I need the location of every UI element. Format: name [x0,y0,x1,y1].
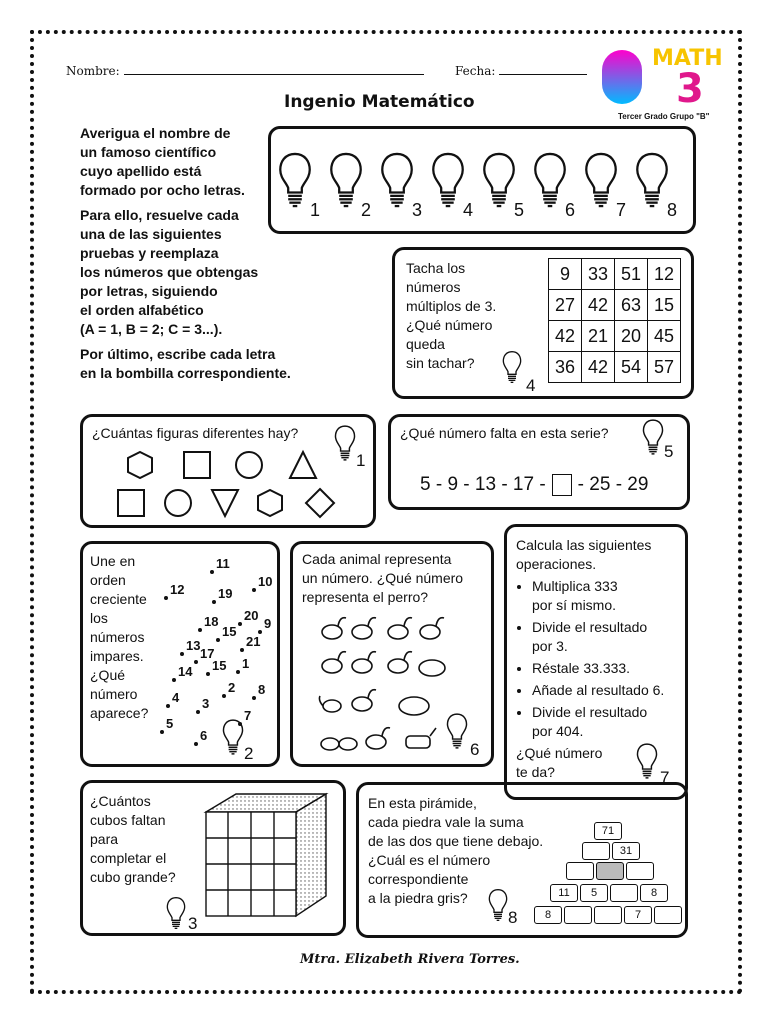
dot[interactable] [164,596,168,600]
goose-icon [322,618,346,639]
grid-cell[interactable]: 27 [549,290,582,321]
number-series: 5 - 9 - 13 - 17 - - 25 - 29 [420,474,649,495]
circle-shape [165,490,191,516]
dot-number[interactable]: 21 [246,634,261,649]
stone[interactable]: 8 [640,884,668,902]
square-shape [118,490,144,516]
astronaut-icon [602,50,642,104]
bulb-icon[interactable] [380,138,414,222]
operation-item: • Añade al resultado 6. [532,681,686,700]
bulb-number: 6 [565,200,576,220]
square-shape [184,452,210,478]
grid-cell[interactable]: 42 [582,352,615,383]
operation-item: • Réstale 33.333. [532,659,686,678]
dot-number[interactable]: 11 [216,556,230,571]
dot-number[interactable]: 3 [202,696,210,711]
dot-number[interactable]: 12 [170,582,185,597]
bulb-icon[interactable] [533,138,567,222]
dot[interactable] [194,742,198,746]
hexagon-shape [128,452,152,478]
dot[interactable] [206,672,210,676]
dot-number[interactable]: 10 [258,574,273,589]
goose-icon [352,652,376,673]
date-field[interactable]: Fecha: [455,64,587,78]
goose-icon [352,690,376,711]
operation-item: • Divide el resultado por 404. [532,703,686,741]
dot[interactable] [210,570,214,574]
stone[interactable] [566,862,594,880]
dot-number[interactable]: 14 [178,664,193,679]
grid-cell[interactable]: 51 [615,259,648,290]
stone[interactable] [594,906,622,924]
dot[interactable] [196,710,200,714]
name-field[interactable]: Nombre: [66,64,424,78]
grid-cell[interactable]: 36 [549,352,582,383]
bulb-icon [222,718,244,756]
intro-p3: Por último, escribe cada letra en la bombilla correspondiente. [80,346,291,381]
pig-icon [419,660,445,676]
operation-item: • Divide el resultado por 3. [532,618,686,656]
dot-number[interactable]: 15 [212,658,227,673]
stone[interactable] [654,906,682,924]
dot-number[interactable]: 6 [200,728,208,743]
dot[interactable] [212,600,216,604]
operation-item: • Multiplica 333 por sí mismo. [532,577,686,615]
question-1-text: ¿Cuántas figuras diferentes hay? [92,425,299,441]
bulb-number: 7 [616,200,627,220]
bulb-icon[interactable] [329,138,363,222]
operations-list [516,577,686,741]
bulb-number: 2 [361,200,372,220]
mouse-icon [319,696,341,712]
question-6-text: Cada animal representa un número. ¿Qué número representa el perro? [302,551,464,605]
bulb-number: 3 [188,914,198,933]
mouse-icon [339,738,357,750]
hexagon-shape [258,490,282,516]
grey-stone[interactable] [596,862,624,880]
dot[interactable] [166,704,170,708]
bulb-icon [636,742,658,780]
dot[interactable] [172,678,176,682]
grid-cell[interactable]: 12 [648,259,681,290]
goose-icon [388,652,412,673]
bulb-icon [446,712,468,750]
bulb-number: 2 [244,744,254,763]
bulb-number: 3 [412,200,423,220]
dot-number[interactable]: 4 [172,690,180,705]
page-title: Ingenio Matemático [284,92,475,112]
stone[interactable]: 8 [534,906,562,924]
dot[interactable] [216,638,220,642]
dot[interactable] [160,730,164,734]
goose-icon [420,618,444,639]
bulb-number: 6 [470,740,480,759]
dot[interactable] [240,648,244,652]
bulb-number: 5 [514,200,525,220]
grid-cell[interactable]: 15 [648,290,681,321]
dot[interactable] [180,652,184,656]
intro-text [80,124,300,383]
dog-icon [406,728,436,748]
dot-number[interactable]: 1 [242,656,250,671]
grid-cell[interactable]: 42 [582,290,615,321]
grid-cell[interactable]: 54 [615,352,648,383]
grade-badge: MATH 3 Tercer Grado Grupo "B" [598,44,728,124]
dot[interactable] [222,694,226,698]
bulb-number: 8 [508,908,518,927]
bulb-number: 8 [667,200,678,220]
name-line [124,74,424,75]
diamond-shape [306,489,334,517]
dot-number[interactable]: 17 [200,646,215,661]
dot-number[interactable]: 7 [244,708,252,723]
date-line [499,74,587,75]
bulb-number: 1 [310,200,321,220]
stone[interactable] [564,906,592,924]
question-7-text: Calcula las siguientes operaciones. • Multiplica 333 por sí mismo. • Divide el resultado por 3. • Réstale 33.333. • Añade al resultado 6. • Divide el resultado por 404. ¿Qué número te da? [516,536,686,782]
goose-icon [388,618,412,639]
goose-icon [322,652,346,673]
grid-cell[interactable]: 42 [549,321,582,352]
stone[interactable]: 31 [612,842,640,860]
bulb-icon[interactable] [482,138,516,222]
question-8-text: En esta pirámide, cada piedra vale la suma de las dos que tiene debajo. ¿Cuál es el número correspondiente a la piedra gris? [368,795,544,906]
bulb-number: 4 [463,200,474,220]
intro-p2: Para ello, resuelve cada una de las siguientes pruebas y reemplaza los números que obtengas por letras, siguiendo el orden alfabético (A = 1, B = 2; C = 3...). [80,207,259,337]
author-signature: Mtra. Elizabeth Rivera Torres. [300,952,520,967]
dot-number[interactable]: 5 [166,716,174,731]
question-5-text: ¿Qué número falta en esta serie? [400,425,609,441]
stone[interactable]: 71 [594,822,622,840]
bulb-number: 4 [526,376,536,395]
animal-equations [318,612,448,758]
bulb-icon[interactable] [278,138,312,222]
dot-number[interactable]: 15 [222,624,237,639]
dot[interactable] [252,588,256,592]
grid-cell[interactable]: 45 [648,321,681,352]
pig-icon [399,697,429,715]
missing-number-box[interactable] [552,474,572,496]
question-4-text: Tacha los números múltiplos de 3. ¿Qué número queda sin tachar? [406,260,497,371]
triangle-shape [290,452,316,478]
bulb-number: 1 [356,451,366,470]
stone[interactable]: 11 [550,884,578,902]
cube-figure [196,792,332,926]
dot[interactable] [236,670,240,674]
dot[interactable] [252,696,256,700]
grid-cell[interactable]: 9 [549,259,582,290]
mouse-icon [321,738,339,750]
grid-cell[interactable]: 63 [615,290,648,321]
question-2-text: Une en orden creciente los números impares. ¿Qué número aparece? [90,553,149,721]
dot[interactable] [198,628,202,632]
dot-number[interactable]: 13 [186,638,201,653]
bulb-icon[interactable] [431,138,465,222]
bulb-number: 5 [664,442,674,461]
goose-icon [352,618,376,639]
dot-number[interactable]: 2 [228,680,236,695]
stone[interactable]: 5 [580,884,608,902]
question-3-text: ¿Cuántos cubos faltan para completar el cubo grande? [90,793,176,885]
circle-shape [236,452,262,478]
goose-icon [366,728,390,749]
grid-cell[interactable]: 20 [615,321,648,352]
dot-number[interactable]: 18 [204,614,219,629]
dot[interactable] [238,622,242,626]
multiples-grid [548,258,681,383]
dot-number[interactable]: 20 [244,608,259,623]
dot[interactable] [194,660,198,664]
bulb-icon [488,888,508,922]
stone[interactable] [582,842,610,860]
shapes-figure [110,446,340,522]
grid-cell[interactable]: 33 [582,259,615,290]
bulb-icon [642,418,664,456]
dot-number[interactable]: 19 [218,586,233,601]
stone[interactable] [626,862,654,880]
grid-cell[interactable]: 57 [648,352,681,383]
stone[interactable]: 7 [624,906,652,924]
intro-p1: Averigua el nombre de un famoso científico cuyo apellido está formado por ocho letras. [80,125,245,198]
stone[interactable] [610,884,638,902]
bulb-number: 7 [660,768,670,787]
grid-cell[interactable]: 21 [582,321,615,352]
bulb-icon[interactable] [635,138,669,222]
dot-number[interactable]: 8 [258,682,266,697]
inverted-triangle-shape [212,490,238,516]
bulb-icon [166,896,186,930]
bulb-icon [502,350,522,384]
dot-number[interactable]: 9 [264,616,272,631]
bulb-icon[interactable] [584,138,618,222]
